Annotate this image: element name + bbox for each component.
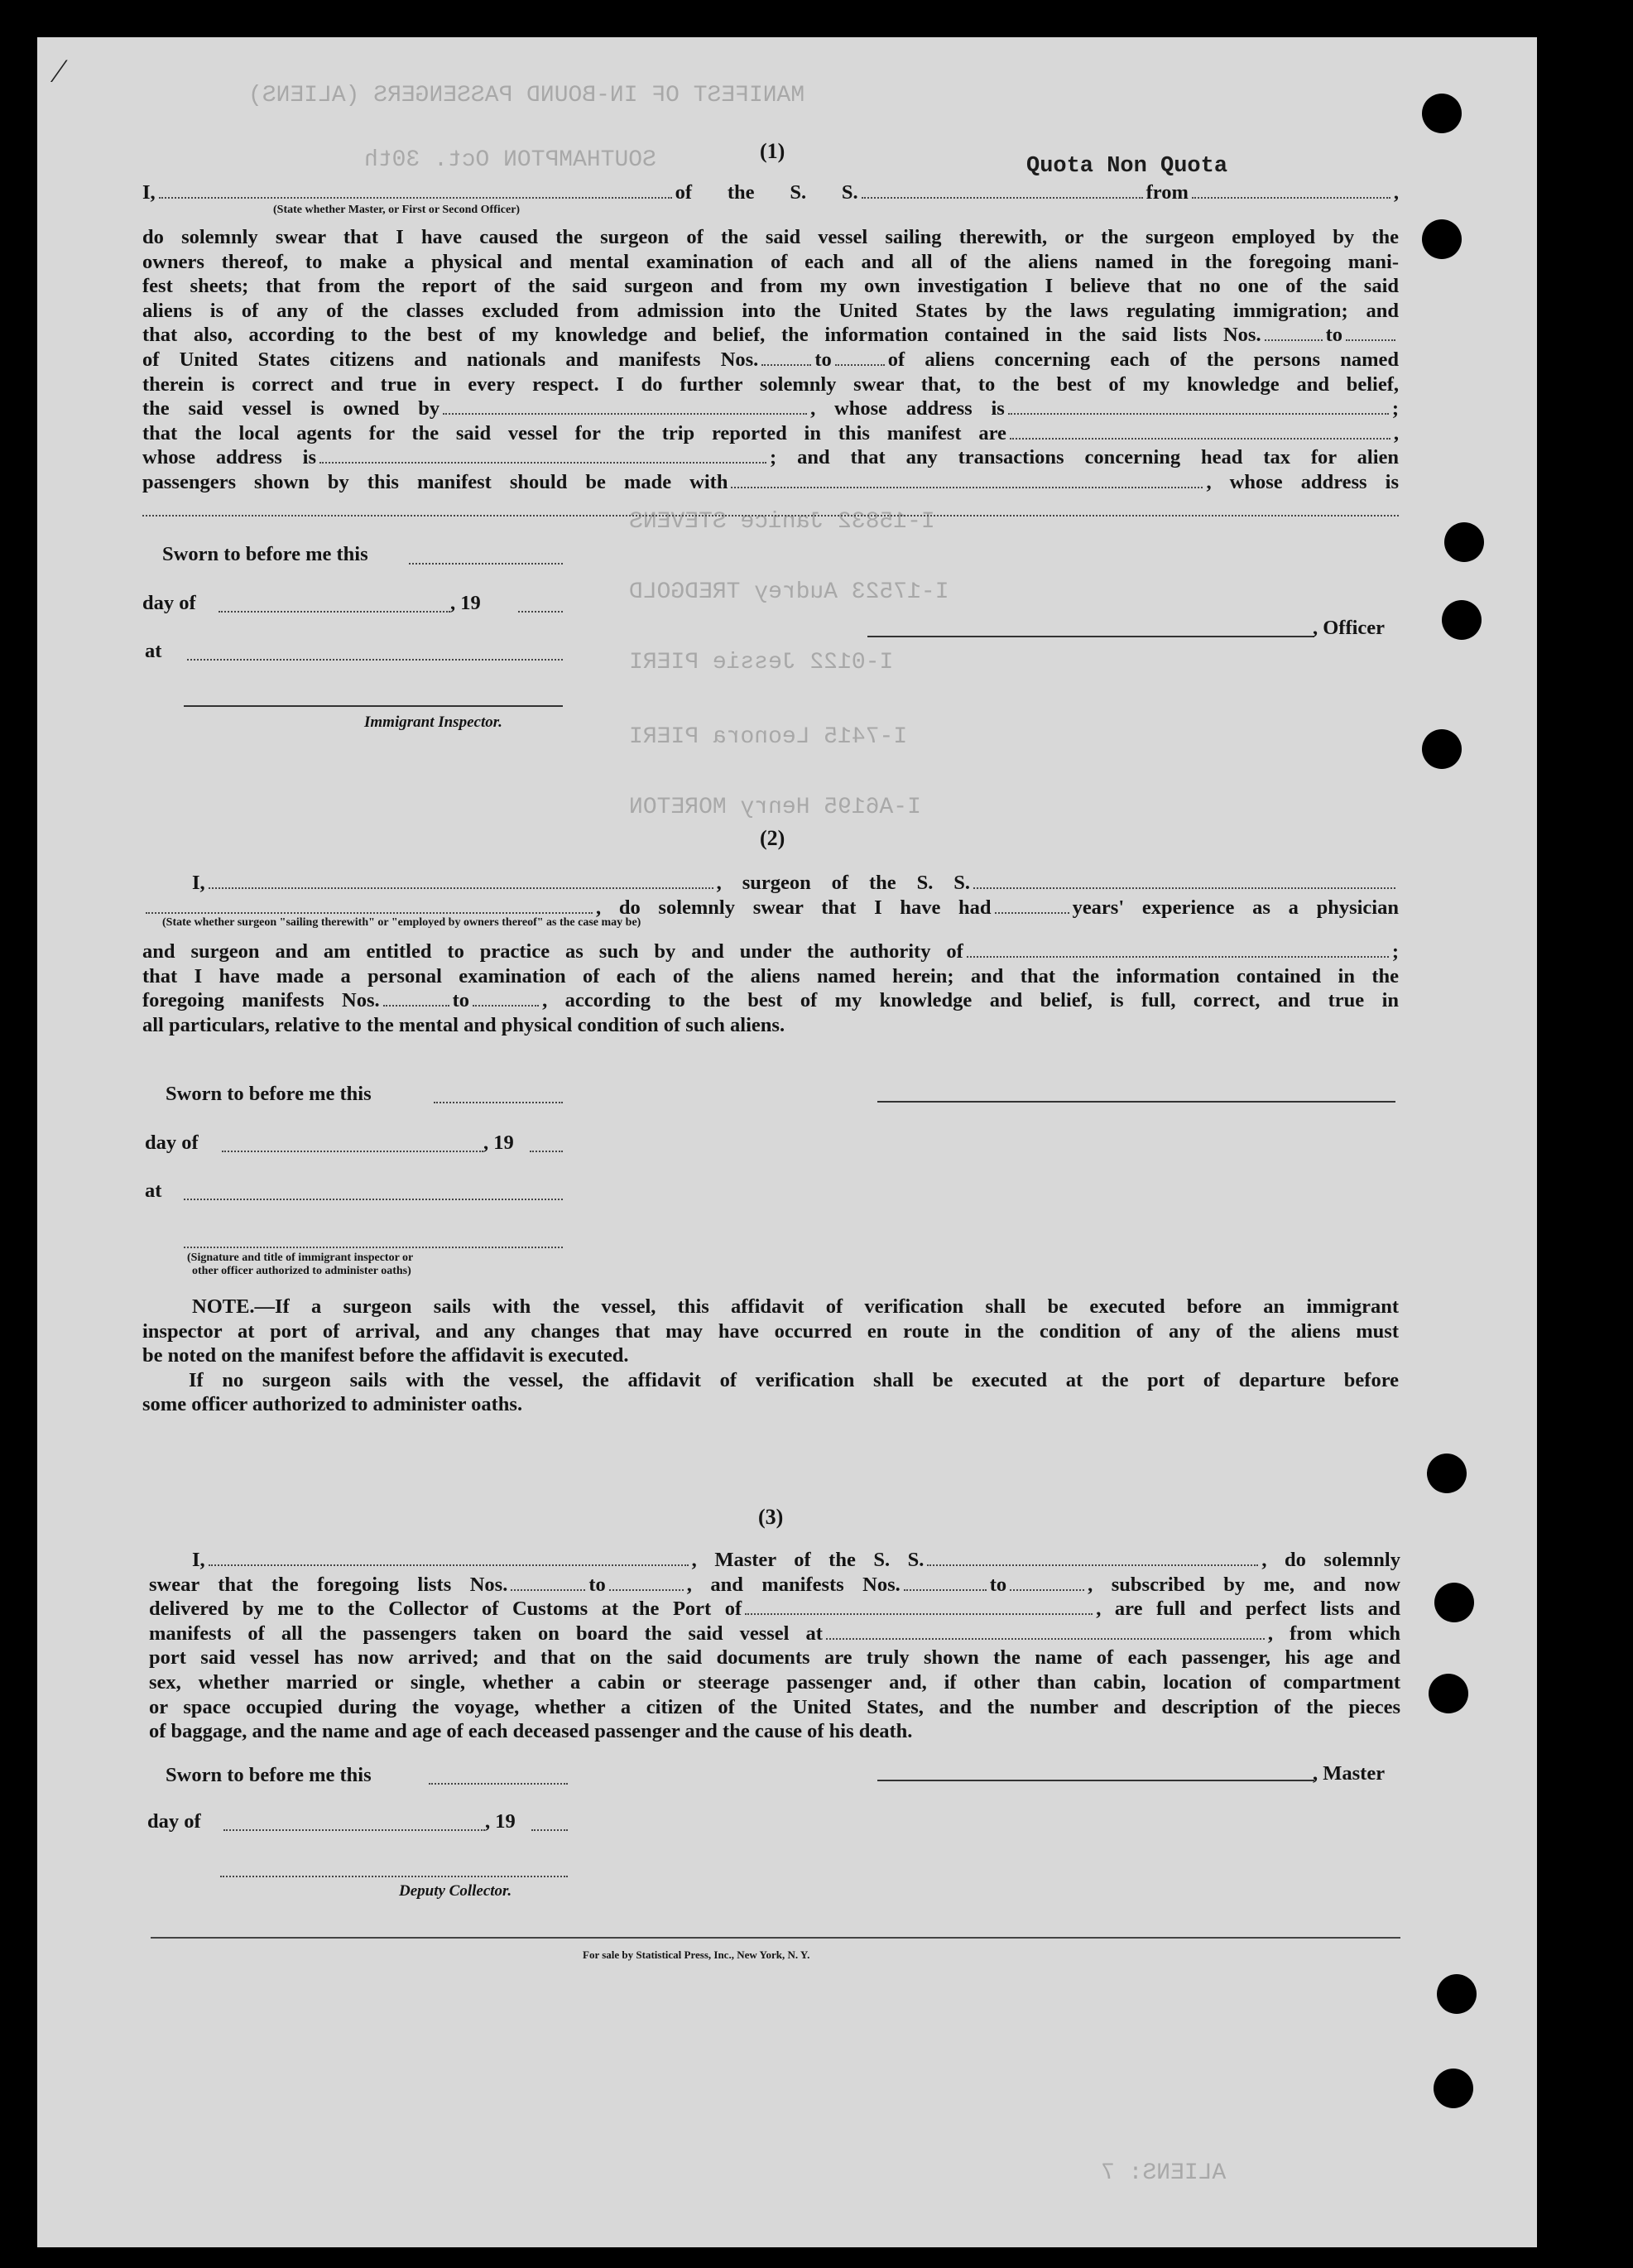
day-field[interactable] [222,1151,483,1152]
inspector-signature-line[interactable] [184,1247,563,1248]
section-1-number: (1) [760,139,785,163]
punch-hole [1422,219,1462,259]
oath-line: I, of the S. S. from , [142,181,1399,204]
vessel-name-field[interactable] [862,197,1143,199]
master-manifests-from-field[interactable] [904,1589,987,1591]
oath-line: delivered by me to the Collector of Customs at the Port of , are full and perfect lists and [149,1598,1400,1621]
sworn-label: Sworn to before me this [166,1083,372,1105]
footer-rule [151,1937,1400,1939]
oath-line: sex, whether married or single, whether a cabin or steerage passenger and, if other than cabin, location of compartment [149,1670,1400,1694]
master-lists-to-field[interactable] [609,1589,684,1591]
sworn-field[interactable] [409,563,563,565]
oath-line: foregoing manifests Nos. to , according to the best of my knowledge and belief, is full, correct, and true in [142,989,1399,1012]
note-line: be noted on the manifest before the affidavit is executed. [142,1344,629,1367]
lists-to-field[interactable] [1346,339,1395,341]
manifests-to-field[interactable] [835,364,885,366]
at-field[interactable] [187,659,563,661]
punch-hole [1427,1454,1467,1493]
oath-line: or space occupied during the voyage, whether a citizen of the United States, and the number and description of the pieces [149,1695,1400,1718]
at-label: at [145,1180,162,1202]
day-of-label: day of [145,1132,199,1154]
deputy-label: Deputy Collector. [399,1882,512,1900]
bleed-through: ALIENS: 7 [1101,2160,1227,2186]
note-line: some officer authorized to administer oaths. [142,1393,523,1416]
head-tax-agent-field[interactable] [731,487,1203,488]
master-name-field[interactable] [209,1564,689,1566]
officer-name-field[interactable] [159,197,672,199]
inspector-label: Immigrant Inspector. [364,714,502,731]
owner-field[interactable] [443,413,807,415]
oath-line: whose address is ; and that any transactions concerning head tax for alien [142,446,1400,469]
master-lists-from-field[interactable] [511,1589,585,1591]
section-2-number: (2) [760,826,785,850]
signature-note: (Signature and title of immigrant inspector or [187,1252,414,1264]
section-2-oath [142,871,1399,920]
punch-hole [1434,2069,1473,2108]
oath-line: port said vessel has now arrived; and that on the said documents are truly shown the name of each passenger, his age and [149,1646,1400,1670]
sworn-label: Sworn to before me this [162,543,368,565]
surgeon-manifests-to-field[interactable] [473,1005,539,1007]
inspector-signature-line[interactable] [184,705,563,707]
surgeon-capacity-field[interactable] [146,912,593,914]
officer-label: , Officer [1313,617,1386,639]
oath-line: I, , Master of the S. S. , do solemnly [192,1549,1400,1571]
owner-address-field[interactable] [1008,413,1389,415]
section-3-oath [149,1548,1400,1744]
surgeon-name-field[interactable] [209,887,713,889]
oath-line: passengers shown by this manifest should be made with , whose address is [142,470,1400,493]
surgeon-signature-line[interactable] [877,1101,1395,1103]
year-field[interactable] [518,611,563,613]
day-of-label: day of [142,592,196,614]
oath-line: owners thereof, to make a physical and mental examination of each and all of the aliens named in the foregoing mani- [142,250,1399,273]
oath-line: of United States citizens and nationals and manifests Nos. to of aliens concerning each of the persons named [142,348,1399,371]
day-field[interactable] [223,1829,485,1831]
punch-hole [1444,522,1484,562]
lists-from-field[interactable] [1265,339,1323,341]
deputy-signature-line[interactable] [220,1876,568,1877]
punch-hole [1422,729,1462,769]
bleed-through: I-17523 Audrey TREDGOLD [629,579,949,605]
oath-line: all particulars, relative to the mental and physical condition of such aliens. [142,1013,785,1036]
continuation-line[interactable] [142,515,1399,517]
surgeon-note: (State whether surgeon "sailing therewith" or "employed by owners thereof" as the case may be) [162,916,641,929]
sworn-label: Sworn to before me this [166,1764,372,1786]
punch-hole [1429,1674,1468,1713]
oath-line: of baggage, and the name and age of each deceased passenger and the cause of his death. [149,1720,913,1743]
year-field[interactable] [530,1151,563,1152]
oath-line: I, , surgeon of the S. S. [142,871,1399,896]
year-label: , 19 [485,1810,516,1833]
authority-field[interactable] [967,956,1389,958]
oath-line: , do solemnly swear that I have had years' experience as a physician [142,896,1399,920]
bleed-through: I-A6195 Henry MORETON [629,795,921,820]
surgeon-manifests-from-field[interactable] [383,1005,449,1007]
oath-line: therein is correct and true in every respect. I do further solemnly swear that, to the best of my knowledge and belief, [142,372,1399,396]
note-line: inspector at port of arrival, and any changes that may have occurred en route in the condition of any of the aliens must [142,1319,1399,1343]
punch-hole [1437,1974,1477,2014]
section-3-number: (3) [758,1505,784,1529]
year-field[interactable] [531,1829,568,1831]
day-of-label: day of [147,1810,201,1833]
bleed-through: I-0122 Jessie PIERI [629,650,894,675]
punch-hole [1442,600,1482,640]
oath-line: the said vessel is owned by , whose address is ; [142,397,1399,420]
pencil-mark: ⁄ [56,52,62,89]
sworn-field[interactable] [429,1783,568,1785]
section-1-oath [142,180,1399,205]
at-label: at [145,640,162,662]
oath-line: that the local agents for the said vessel for the trip reported in this manifest are , [142,421,1399,444]
oath-line: do solemnly swear that I have caused the surgeon of the said vessel sailing therewith, or the surgeon employed by the [142,226,1399,248]
officer-signature-line[interactable] [867,636,1314,637]
at-field[interactable] [184,1199,563,1200]
manifests-from-field[interactable] [761,364,811,366]
oath-line: fest sheets; that from the report of the said surgeon and from my own investigation I believe that no one of the said [142,275,1399,298]
years-experience-field[interactable] [995,912,1069,914]
note-line: If no surgeon sails with the vessel, the affidavit of verification shall be executed at the port of departure before [189,1368,1399,1391]
departure-port-field[interactable] [1192,197,1390,199]
note-line: NOTE.—If a surgeon sails with the vessel, this affidavit of verification shall be executed before an immigrant [192,1295,1399,1318]
surgeon-vessel-field[interactable] [973,887,1395,889]
sworn-field[interactable] [434,1102,563,1103]
section-2-oath-body [142,939,1399,1037]
section-1-oath-body [142,225,1399,495]
master-vessel-field[interactable] [927,1564,1258,1566]
punch-hole [1434,1583,1474,1622]
year-label: , 19 [483,1132,514,1154]
customs-port-field[interactable] [745,1613,1093,1615]
agents-address-field[interactable] [319,462,766,464]
master-manifests-to-field[interactable] [1010,1589,1084,1591]
agents-field[interactable] [1010,438,1390,440]
officer-note: (State whether Master, or First or Second Officer) [273,204,521,216]
bleed-through: I-15832 Janice STEVENS [629,509,935,535]
oath-line: and surgeon and am entitled to practice as such by and under the authority of ; [142,940,1399,963]
oath-line: aliens is of any of the classes excluded from admission into the United States by the laws regulating immigration; and [142,299,1399,322]
master-label: , Master [1313,1762,1386,1785]
signature-note: other officer authorized to administer oaths) [192,1265,411,1277]
day-field[interactable] [219,611,450,613]
bleed-through: MANIFEST OF IN-BOUND PASSENGERS (ALIENS) [248,83,805,108]
punch-hole [1422,94,1462,133]
master-signature-line[interactable] [877,1780,1314,1781]
quota-stamp: Quota Non Quota [1026,154,1228,179]
footer-imprint: For sale by Statistical Press, Inc., New York, N. Y. [583,1948,810,1961]
year-label: , 19 [450,592,481,614]
bleed-through: I-7415 Leonora PIERI [629,724,908,750]
boarding-port-field[interactable] [826,1638,1265,1640]
oath-line: that I have made a personal examination of each of the aliens named herein; and that the information contained in the [142,964,1399,987]
oath-line: manifests of all the passengers taken on board the said vessel at , from which [149,1622,1400,1645]
oath-line: that also, according to the best of my knowledge and belief, the information contained in the said lists Nos. to [142,323,1399,348]
oath-line: swear that the foregoing lists Nos. to , and manifests Nos. to , subscribed by me, and now [149,1573,1400,1596]
bleed-through: SOUTHAMPTON Oct. 30th [364,147,656,173]
note-paragraph [142,1295,1399,1417]
